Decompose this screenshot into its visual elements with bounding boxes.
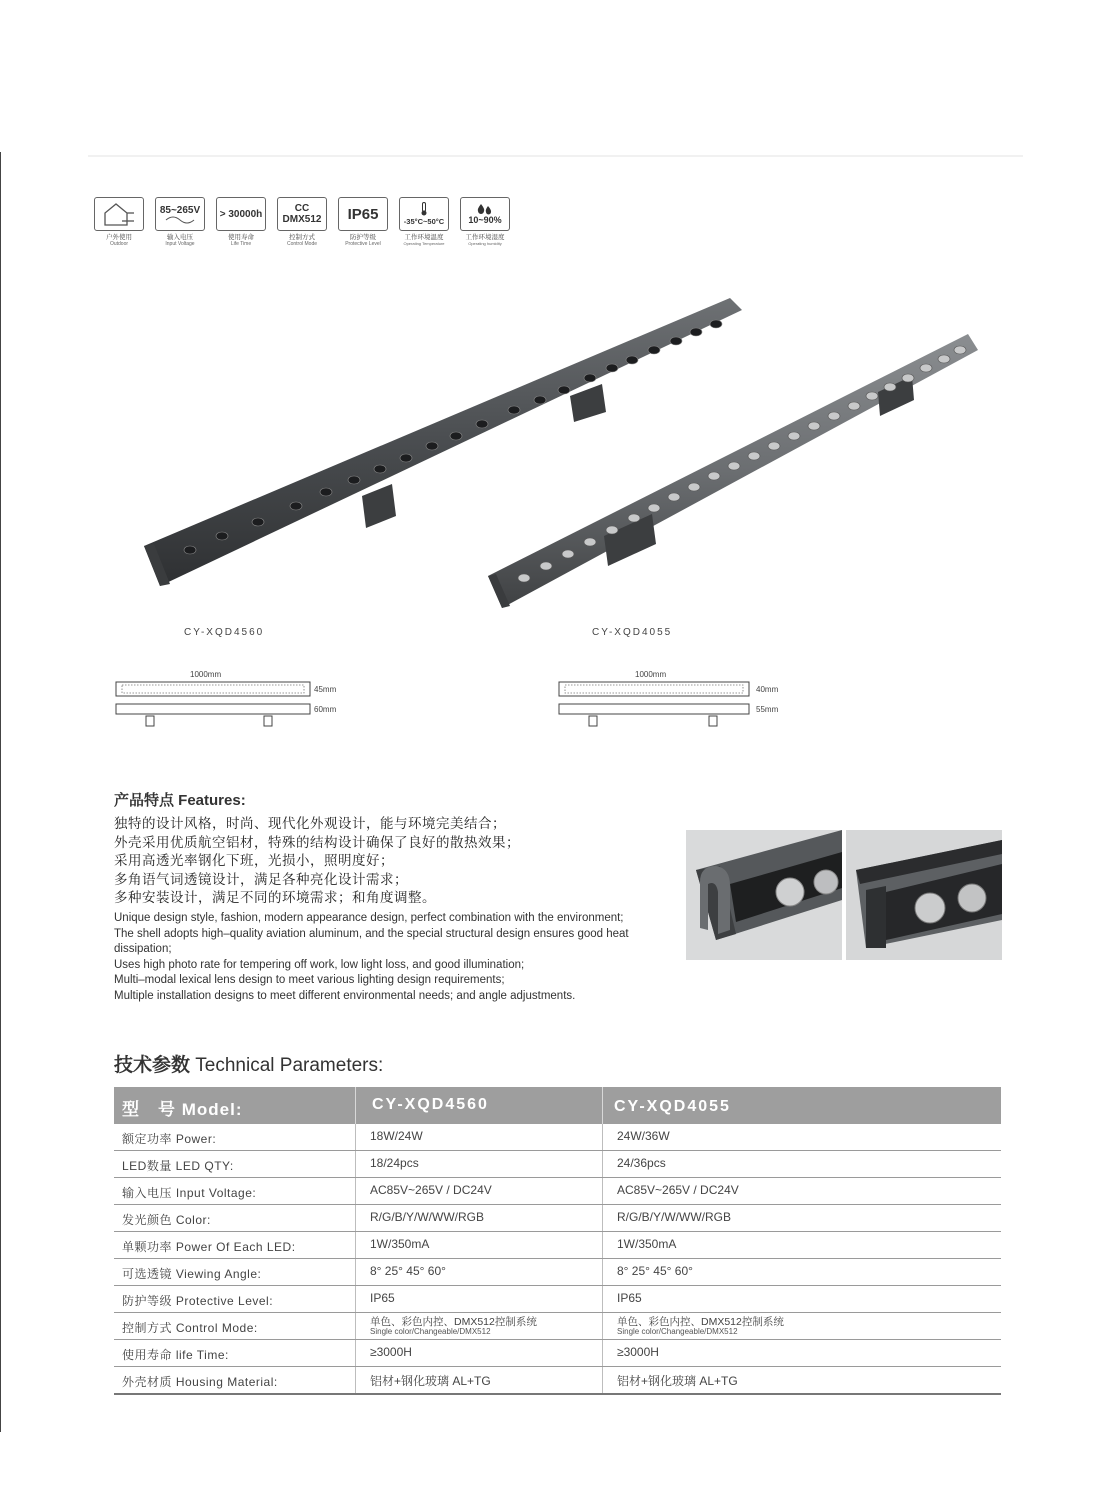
row-value-1	[370, 1316, 537, 1336]
humidity-spec	[458, 197, 512, 247]
header-model-2: CY-XQD4055	[614, 1098, 731, 1115]
features-en-line: Uses high photo rate for tempering off work, low light loss, and good illumination;	[114, 958, 525, 971]
tech-title-en: Technical Parameters:	[195, 1055, 384, 1076]
page-left-border	[0, 152, 1, 1432]
table-row	[114, 1232, 1001, 1259]
row-value-1: ≥3000H	[370, 1345, 412, 1359]
features-cn-line: 采用高透光率钢化下班，光损小，照明度好；	[114, 853, 394, 868]
outdoor-en-label: Outdoor	[109, 241, 129, 247]
protective-level-icon	[338, 197, 388, 231]
row-divider	[602, 1178, 603, 1204]
tech-title-cn: 技术参数	[114, 1055, 191, 1076]
row-divider	[355, 1205, 356, 1231]
temperature-value: -35°C~50°C	[403, 216, 445, 226]
header-model-label: 型 号 Model:	[122, 1100, 243, 1119]
row-divider	[602, 1367, 603, 1393]
row-value-2: IP65	[617, 1291, 642, 1305]
row-value-1: 8° 25° 45° 60°	[370, 1264, 446, 1278]
outdoor-icon	[94, 197, 144, 231]
row-value-1-main: 单色、彩色内控、DMX512控制系统	[370, 1316, 537, 1328]
control-mode-spec	[275, 197, 329, 247]
life-time-icon	[216, 197, 266, 231]
protective-level-cn-label: 防护等级	[350, 234, 376, 241]
row-divider	[355, 1313, 356, 1339]
row-label: 输入电压 Input Voltage:	[122, 1186, 257, 1200]
header-divider	[602, 1087, 603, 1124]
row-value-2: AC85V~265V / DC24V	[617, 1183, 739, 1197]
row-divider	[602, 1232, 603, 1258]
row-label: 防护等级 Protective Level:	[122, 1294, 274, 1308]
features-en-line: Multi–modal lexical lens design to meet various lighting design requirements;	[114, 974, 505, 986]
table-bottom-rule	[114, 1393, 1001, 1395]
row-divider	[602, 1340, 603, 1366]
row-value-2-sub: Single color/Changeable/DMX512	[617, 1327, 738, 1336]
left-length-label: 1000mm	[190, 670, 222, 679]
row-value-2: 8° 25° 45° 60°	[617, 1264, 693, 1278]
row-value-2: 1W/350mA	[617, 1237, 677, 1251]
row-divider	[602, 1124, 603, 1150]
spec-icons-row	[92, 197, 512, 257]
features-cn-line: 多角语气词透镜设计，满足各种亮化设计需求；	[114, 871, 408, 887]
outdoor-cn-label: 户外使用	[106, 234, 132, 241]
control-mode-value: CC DMX512	[282, 203, 322, 225]
row-value-1: 18W/24W	[370, 1129, 423, 1143]
water-drop-icon	[460, 197, 510, 231]
row-divider	[355, 1151, 356, 1177]
table-row	[114, 1259, 1001, 1286]
input-voltage-value: 85~265V	[159, 204, 201, 216]
row-value-2: 24/36pcs	[617, 1156, 666, 1170]
row-value-2: 铝材+钢化玻璃 AL+TG	[617, 1374, 738, 1388]
row-label: LED数量 LED QTY:	[122, 1159, 234, 1173]
features-en-line: The shell adopts high–quality aviation aluminum, and the special structural design ensures good heat dissipation;	[114, 927, 629, 955]
left-height-label: 60mm	[314, 705, 337, 714]
row-value-1-sub: Single color/Changeable/DMX512	[370, 1327, 491, 1336]
detail-photo-lens	[846, 830, 1002, 960]
row-value-2: ≥3000H	[617, 1345, 659, 1359]
table-row	[114, 1367, 1001, 1393]
row-label: 使用寿命 life Time:	[122, 1348, 229, 1362]
row-value-2	[617, 1316, 784, 1336]
features-cn-line: 多种安装设计，满足不同的环境需求；和角度调整。	[114, 890, 436, 905]
header-model-1: CY-XQD4560	[372, 1096, 489, 1113]
protective-level-spec	[336, 197, 390, 247]
protective-level-en-label: Protective Level	[345, 241, 381, 247]
top-rule	[88, 155, 1023, 157]
row-divider	[602, 1205, 603, 1231]
row-divider	[355, 1178, 356, 1204]
life-time-cn-label: 使用寿命	[228, 234, 254, 241]
row-value-1: 18/24pcs	[370, 1156, 419, 1170]
control-mode-en-label: Control Mode	[286, 241, 317, 247]
input-voltage-cn-label: 输入电压	[167, 234, 193, 241]
tech-title	[114, 1050, 383, 1077]
row-value-1: R/G/B/Y/W/WW/RGB	[370, 1210, 484, 1224]
tech-table-header	[114, 1087, 1001, 1124]
row-divider	[355, 1232, 356, 1258]
features-cn-line: 外壳采用优质航空铝材，特殊的结构设计确保了良好的散热效果；	[114, 834, 520, 850]
control-mode-icon	[277, 197, 327, 231]
right-width-label: 40mm	[756, 685, 779, 694]
row-value-1: AC85V~265V / DC24V	[370, 1183, 492, 1197]
table-row	[114, 1178, 1001, 1205]
features-title: 产品特点 Features:	[114, 792, 246, 809]
thermometer-icon	[399, 197, 449, 231]
table-row	[114, 1205, 1001, 1232]
humidity-cn-label: 工作环境湿度	[465, 234, 505, 241]
input-voltage-spec	[153, 197, 207, 247]
temperature-en-label: Operating Temperature	[403, 241, 445, 246]
row-value-2-main: 单色、彩色内控、DMX512控制系统	[617, 1316, 784, 1328]
row-label: 单颗功率 Power Of Each LED:	[122, 1240, 296, 1254]
outdoor-spec	[92, 197, 146, 247]
row-divider	[355, 1367, 356, 1393]
row-label: 可选透镜 Viewing Angle:	[122, 1267, 262, 1281]
table-row	[114, 1124, 1001, 1151]
temperature-spec	[397, 197, 451, 247]
control-mode-cn-label: 控制方式	[289, 234, 315, 241]
protective-level-value: IP65	[347, 205, 379, 223]
row-label: 发光颜色 Color:	[122, 1213, 211, 1227]
row-divider	[355, 1124, 356, 1150]
left-model-label: CY-XQD4560	[184, 627, 265, 638]
row-divider	[355, 1259, 356, 1285]
tech-table	[114, 1087, 1001, 1395]
row-divider	[602, 1259, 603, 1285]
row-value-1: 铝材+钢化玻璃 AL+TG	[370, 1374, 491, 1388]
right-model-label: CY-XQD4055	[592, 627, 673, 638]
life-time-spec	[214, 197, 268, 247]
row-divider	[602, 1286, 603, 1312]
humidity-en-label: Operating humidity	[468, 241, 502, 246]
input-voltage-en-label: Input Voltage	[165, 241, 195, 247]
features-cn-line: 独特的设计风格，时尚、现代化外观设计，能与环境完美结合；	[114, 816, 506, 831]
row-value-1: 1W/350mA	[370, 1237, 430, 1251]
right-height-label: 55mm	[756, 705, 779, 714]
life-time-en-label: Life Time	[230, 241, 252, 247]
product-images	[130, 288, 1000, 618]
row-divider	[602, 1151, 603, 1177]
table-row	[114, 1151, 1001, 1178]
temperature-cn-label: 工作环境温度	[404, 234, 444, 241]
dimension-drawing-right	[557, 670, 797, 730]
life-time-value: > 30000h	[219, 208, 263, 220]
table-row	[114, 1313, 1001, 1340]
row-divider	[355, 1340, 356, 1366]
table-row	[114, 1286, 1001, 1313]
row-label: 控制方式 Control Mode:	[122, 1321, 258, 1335]
row-divider	[602, 1313, 603, 1339]
humidity-value: 10~90%	[468, 214, 502, 225]
features-en-line: Multiple installation designs to meet different environmental needs; and angle adjustments.	[114, 989, 576, 1002]
detail-photo-bracket	[686, 830, 842, 960]
row-divider	[355, 1286, 356, 1312]
features-en-line: Unique design style, fashion, modern appearance design, perfect combination with the environment;	[114, 912, 624, 924]
row-label: 额定功率 Power:	[122, 1132, 217, 1146]
features-en-list	[114, 911, 674, 1004]
row-value-2: 24W/36W	[617, 1129, 670, 1143]
header-divider	[355, 1087, 356, 1124]
row-value-2: R/G/B/Y/W/WW/RGB	[617, 1210, 731, 1224]
right-length-label: 1000mm	[635, 670, 667, 679]
dimension-drawing-left	[114, 670, 354, 730]
row-label: 外壳材质 Housing Material:	[122, 1375, 278, 1389]
left-width-label: 45mm	[314, 685, 337, 694]
features-cn-list	[114, 815, 520, 908]
input-voltage-icon	[155, 197, 205, 231]
row-value-1: IP65	[370, 1291, 395, 1305]
table-row	[114, 1340, 1001, 1367]
